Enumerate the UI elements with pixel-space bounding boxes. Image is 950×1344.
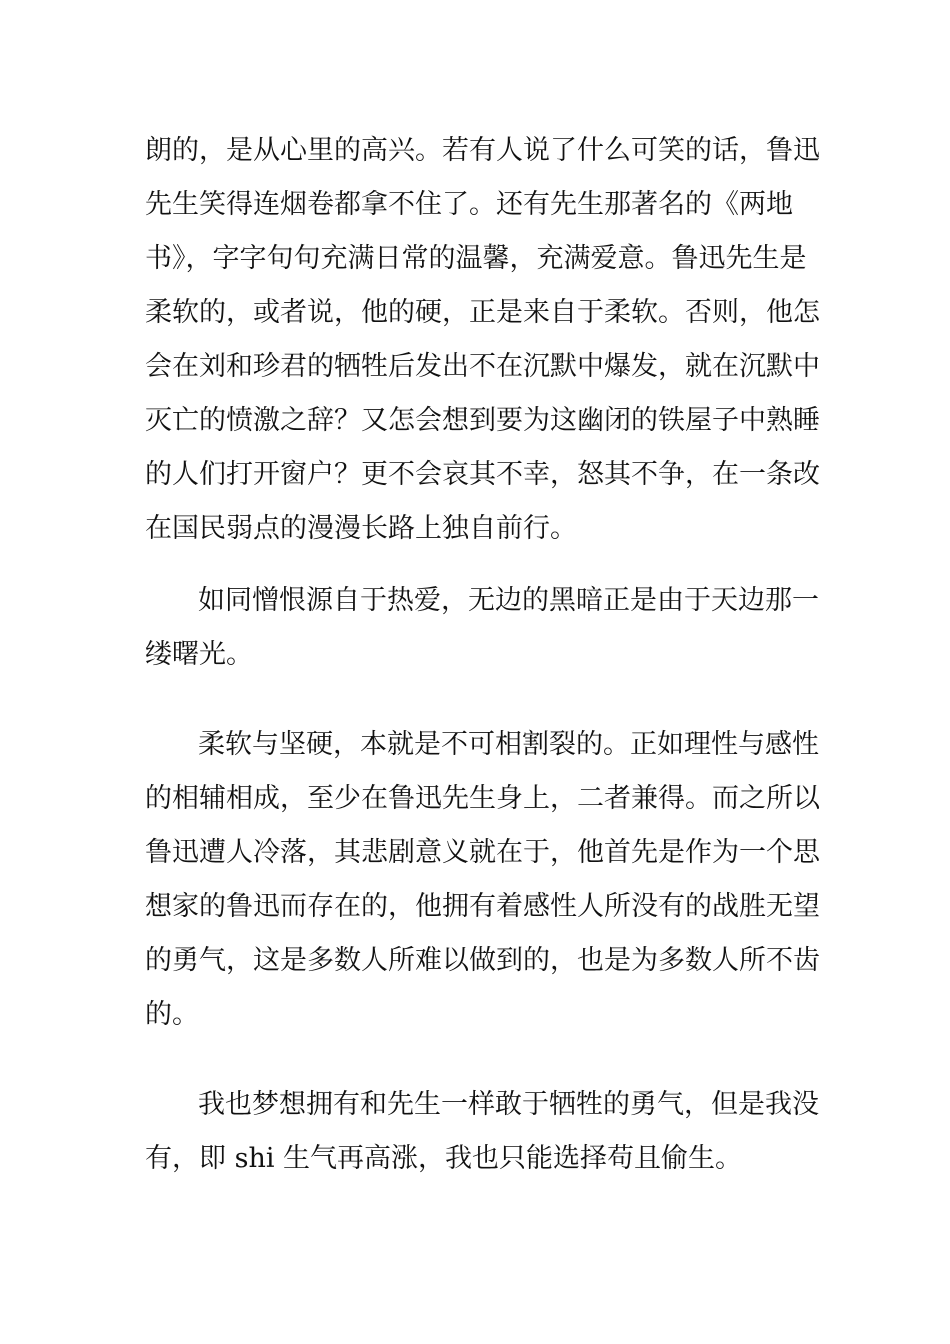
paragraph-4-line-2: 有，即 shi 生气再高涨，我也只能选择苟且偷生。 <box>145 1143 743 1174</box>
paragraph-3-line-2: 的相辅相成，至少在鲁迅先生身上，二者兼得。而之所以 <box>145 783 820 814</box>
paragraph-1-line-6: 灭亡的愤激之辞？又怎会想到要为这幽闭的铁屋子中熟睡 <box>145 405 820 436</box>
paragraph-1-line-5: 会在刘和珍君的牺牲后发出不在沉默中爆发，就在沉默中 <box>145 351 820 382</box>
paragraph-1-line-2: 先生笑得连烟卷都拿不住了。还有先生那著名的《两地 <box>145 189 793 220</box>
paragraph-1-line-3: 书》，字字句句充满日常的温馨，充满爱意。鲁迅先生是 <box>145 243 807 274</box>
paragraph-1-line-7: 的人们打开窗户？更不会哀其不幸，怒其不争，在一条改 <box>145 459 820 490</box>
paragraph-1-line-8: 在国民弱点的漫漫长路上独自前行。 <box>145 513 577 544</box>
paragraph-3-line-1: 柔软与坚硬，本就是不可相割裂的。正如理性与感性 <box>198 729 819 760</box>
paragraph-3-line-5: 的勇气，这是多数人所难以做到的，也是为多数人所不齿 <box>145 945 820 976</box>
paragraph-3-line-3: 鲁迅遭人冷落，其悲剧意义就在于，他首先是作为一个思 <box>145 837 820 868</box>
paragraph-3-line-6: 的。 <box>145 999 199 1030</box>
paragraph-2-line-2: 缕曙光。 <box>145 639 253 670</box>
paragraph-2-line-1: 如同憎恨源自于热爱，无边的黑暗正是由于天边那一 <box>198 585 819 616</box>
paragraph-1-line-1: 朗的，是从心里的高兴。若有人说了什么可笑的话，鲁迅 <box>145 135 820 166</box>
paragraph-3-line-4: 想家的鲁迅而存在的，他拥有着感性人所没有的战胜无望 <box>145 891 820 922</box>
paragraph-4-line-1: 我也梦想拥有和先生一样敢于牺牲的勇气，但是我没 <box>198 1089 819 1120</box>
paragraph-1-line-4: 柔软的，或者说，他的硬，正是来自于柔软。否则，他怎 <box>145 297 820 328</box>
